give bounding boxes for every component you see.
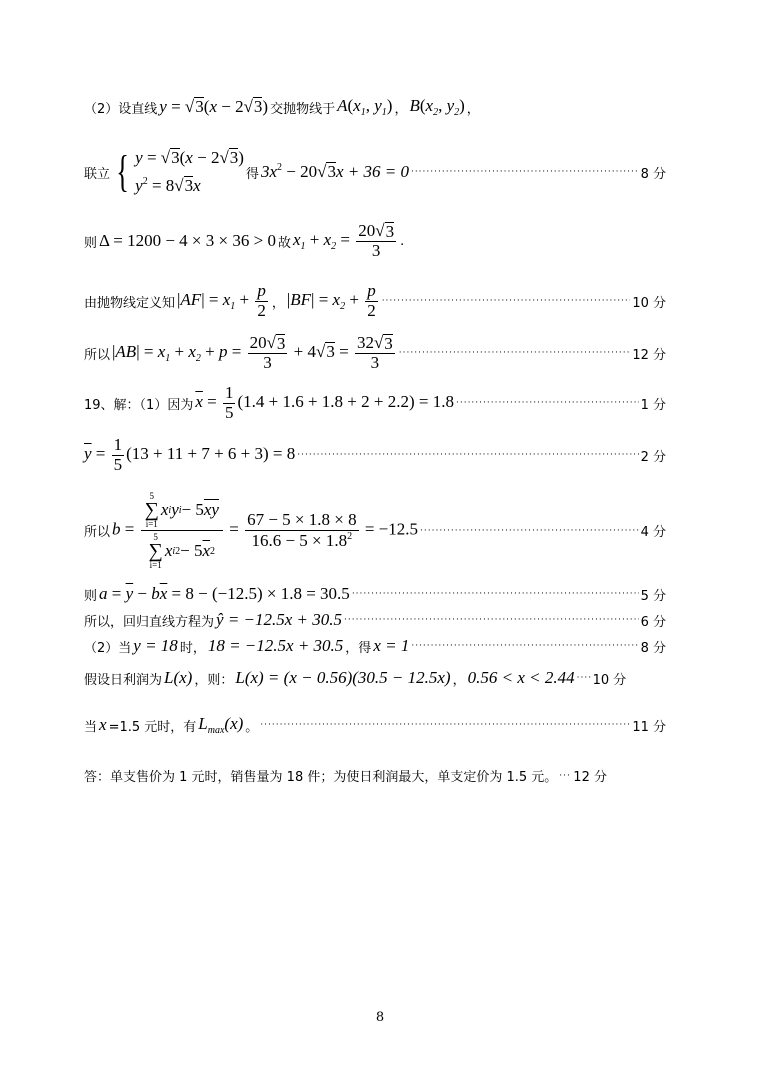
line-4: 由抛物线定义知 $|AF| = x_1$ + $\frac{p}{2}$ ， $|BF| = x_2$ + $\frac{p}{2}$ ····· 10 分 — [84, 282, 666, 320]
score-label: 12 分 — [632, 347, 666, 363]
line-10: 所以，回归直线方程为 ŷ = −12.5x + 30.5 ····· 6 分 — [84, 610, 666, 630]
line-13: 当 x =1.5 元时，有 $L_{max}(x)$ 。 ····· 11 分 — [84, 714, 666, 736]
answer-text: 答：单支售价为 1 元时，销售量为 18 件；为使日利润最大，单支定价为 1.5 元。 — [84, 770, 558, 785]
domain-range: 0.56 < x < 2.44 — [467, 668, 575, 687]
x-mean: $\overline{x}$ = $\frac{1}{5}$ (1.4 + 1.6 + 1.8 + 2 + 2.2) = 1.8 — [195, 383, 454, 422]
slope-formula: b = 5 ∑ i=1 x i y i − 5 $\overline{x}$ $\overline{y}$ 5 ∑ i=1 x i 2 − 5 $\overline{x}$ 2 = $\frac{67 - 5 \times 1.8 \times 8}{16.6 - 5 \times 1.8^2}$ = −12.5 — [112, 491, 419, 570]
line-8: 所以 b = 5 ∑ i=1 x i y i − 5 $\overline{x}$ $\overline{y}$ 5 ∑ i=1 x i 2 − 5 $\overline{x}$ 2 = $\frac{67 - 5 \times 1.8 \times 8}{16.6 - 5 \times 1.8^2}$ = −12.5 ····· 4 分 — [84, 492, 666, 569]
line-9: 则 $a = \overline{y} - b\overline{x} = 8 - (-12.5) \times 1.8 = 30.5$ ····· 5 分 — [84, 584, 666, 604]
text: （2）设直线 — [84, 101, 158, 117]
score-label: 5 分 — [640, 588, 666, 604]
line-7 — [84, 436, 666, 474]
line-2: 联立 { y = √ 3 (x − 2 √ 3 ) $y^2 = 8$ √ 3 x 得 $3x^2 - 20$ √ 3 x + 36 = 0 ····· 8 分 — [84, 148, 666, 196]
line-12: 假设日利润为 L(x) ，则： L(x) = (x − 0.56)(30.5 − 12.5x) ， 0.56 < x < 2.44 ····· 10 分 — [84, 668, 666, 688]
sum-roots: $x_1 + x_2$ = 20 √ 3 3 — [292, 221, 395, 260]
score-label: 6 分 — [640, 614, 666, 630]
score-label: 10 分 — [632, 295, 666, 311]
line-6: 19、解：（1）因为 $\overline{x}$ = $\frac{1}{5}$ (1.4 + 1.6 + 1.8 + 2 + 2.2) = 1.8 ····· 1 分 — [84, 384, 666, 422]
score-label: 12 分 — [573, 770, 607, 785]
point-b: $B(x_2$, $y_2$) — [409, 96, 465, 118]
score-label: 10 分 — [592, 672, 627, 688]
bf-length: $|BF| = x_2$ + $\frac{p}{2}$ — [286, 281, 376, 320]
af-length: $|AF| = x_1$ + $\frac{p}{2}$ — [177, 281, 266, 320]
profit-function: L(x) = (x − 0.56)(30.5 − 12.5x) — [235, 668, 451, 687]
page-number: 8 — [375, 1010, 385, 1025]
discriminant: Δ = 1200 − 4 × 3 × 36 > 0 — [99, 231, 276, 251]
intercept: $a = \overline{y} - b\overline{x} = 8 - (-12.5) \times 1.8 = 30.5$ — [99, 584, 350, 603]
quadratic-equation: $3x^2 - 20$ √ 3 x + 36 = 0 — [260, 162, 409, 181]
line-14 — [84, 766, 666, 785]
text: 交抛物线于 — [270, 101, 336, 117]
score-label: 11 分 — [632, 719, 666, 735]
equation-system: { y = √ 3 (x − 2 √ 3 ) $y^2 = 8$ √ 3 x — [116, 147, 244, 196]
score-label: 8 分 — [640, 640, 666, 656]
score-label: 2 分 — [640, 449, 666, 465]
point-a: $A(x_1$, $y_1$) — [337, 96, 393, 118]
line-1: （2）设直线 y = √ 3 (x − 2 √ 3 ) 交抛物线于 $A(x_1$, $y_1$) ， $B(x_2$, $y_2$) ， — [84, 96, 480, 118]
y-mean: $\overline{y}$ = $\frac{1}{5}$ (13 + 11 + 7 + 6 + 3) = 8 — [84, 435, 296, 474]
line-3: 则 Δ = 1200 − 4 × 3 × 36 > 0 故 $x_1 + x_2$ = 20 √ 3 3 . — [84, 221, 405, 260]
line-5: 所以 $|AB| = x_1 + x_2 + p$ = 20 √ 3 3 + 4 √ 3 = 32 √ 3 3 ····· 12 分 — [84, 334, 666, 373]
regression-equation: ŷ = −12.5x + 30.5 — [216, 610, 343, 629]
line-11: （2）当 y = 18 时， 18 = −12.5x + 30.5 ，得 x = 1 ····· 8 分 — [84, 636, 666, 656]
max-profit: $L_{max}(x)$ — [198, 714, 244, 736]
score-label: 8 分 — [640, 166, 666, 182]
formula: y = √ 3 (x − 2 √ 3 ) — [159, 97, 269, 116]
score-label: 1 分 — [640, 397, 666, 413]
ab-length: $|AB| = x_1 + x_2 + p$ = 20 √ 3 3 + 4 √ 3 = 32 √ 3 3 — [112, 333, 393, 372]
score-label: 4 分 — [640, 525, 666, 541]
